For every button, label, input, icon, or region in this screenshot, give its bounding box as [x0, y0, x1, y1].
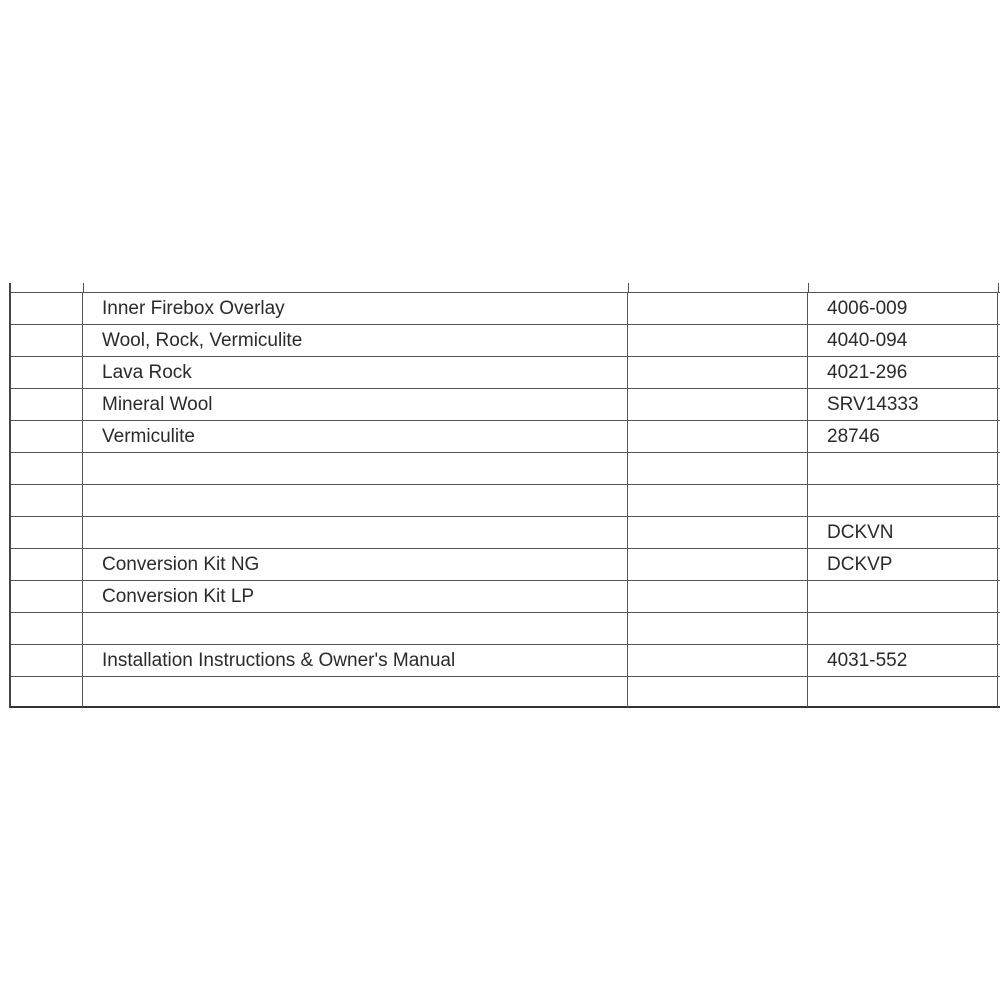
part-number-cell	[808, 613, 998, 644]
table-row	[11, 516, 1000, 548]
item-number-cell	[11, 581, 83, 612]
part-number-cell	[808, 453, 998, 484]
table-row	[11, 580, 1000, 612]
description-cell: Lava Rock	[83, 357, 628, 388]
item-number-cell	[11, 453, 83, 484]
table-row	[11, 420, 1000, 452]
table-row	[11, 356, 1000, 388]
description-cell	[83, 453, 628, 484]
quantity-cell	[628, 645, 808, 676]
item-number-cell	[11, 485, 83, 516]
table-row	[11, 292, 1000, 324]
part-number-cell: DCKVP	[808, 549, 998, 580]
part-number-cell: DCKVN	[808, 517, 998, 548]
column-divider	[83, 283, 84, 292]
description-cell: Conversion Kit LP	[83, 581, 628, 612]
item-number-cell	[11, 517, 83, 548]
part-number-cell	[808, 581, 998, 612]
table-row	[11, 484, 1000, 516]
quantity-cell	[628, 581, 808, 612]
description-cell	[83, 677, 628, 707]
quantity-cell	[628, 453, 808, 484]
parts-list-table	[9, 283, 1000, 708]
column-divider	[628, 283, 629, 292]
item-number-cell	[11, 293, 83, 324]
item-number-cell	[11, 325, 83, 356]
part-number-cell: 4006-009	[808, 293, 998, 324]
description-cell	[83, 485, 628, 516]
item-number-cell	[11, 421, 83, 452]
table-row	[11, 548, 1000, 580]
item-number-cell	[11, 677, 83, 707]
part-number-cell: 4031-552	[808, 645, 998, 676]
part-number-cell	[808, 485, 998, 516]
table-row	[11, 644, 1000, 676]
quantity-cell	[628, 389, 808, 420]
part-number-cell: 28746	[808, 421, 998, 452]
quantity-cell	[628, 293, 808, 324]
item-number-cell	[11, 389, 83, 420]
item-number-cell	[11, 645, 83, 676]
part-number-cell	[808, 677, 998, 707]
part-number-cell: 4021-296	[808, 357, 998, 388]
column-divider	[998, 283, 999, 292]
quantity-cell	[628, 357, 808, 388]
table-row	[11, 388, 1000, 420]
quantity-cell	[628, 677, 808, 707]
item-number-cell	[11, 357, 83, 388]
description-cell: Vermiculite	[83, 421, 628, 452]
quantity-cell	[628, 485, 808, 516]
description-cell: Conversion Kit NG	[83, 549, 628, 580]
part-number-cell: SRV14333	[808, 389, 998, 420]
quantity-cell	[628, 549, 808, 580]
description-cell	[83, 517, 628, 548]
quantity-cell	[628, 325, 808, 356]
quantity-cell	[628, 517, 808, 548]
description-cell: Wool, Rock, Vermiculite	[83, 325, 628, 356]
item-number-cell	[11, 613, 83, 644]
quantity-cell	[628, 421, 808, 452]
quantity-cell	[628, 613, 808, 644]
description-cell: Mineral Wool	[83, 389, 628, 420]
item-number-cell	[11, 549, 83, 580]
table-row	[11, 452, 1000, 484]
part-number-cell: 4040-094	[808, 325, 998, 356]
column-divider	[808, 283, 809, 292]
table-row	[11, 324, 1000, 356]
table-row	[11, 612, 1000, 644]
description-cell: Inner Firebox Overlay	[83, 293, 628, 324]
description-cell: Installation Instructions & Owner's Manual	[83, 645, 628, 676]
table-row	[11, 676, 1000, 707]
description-cell	[83, 613, 628, 644]
